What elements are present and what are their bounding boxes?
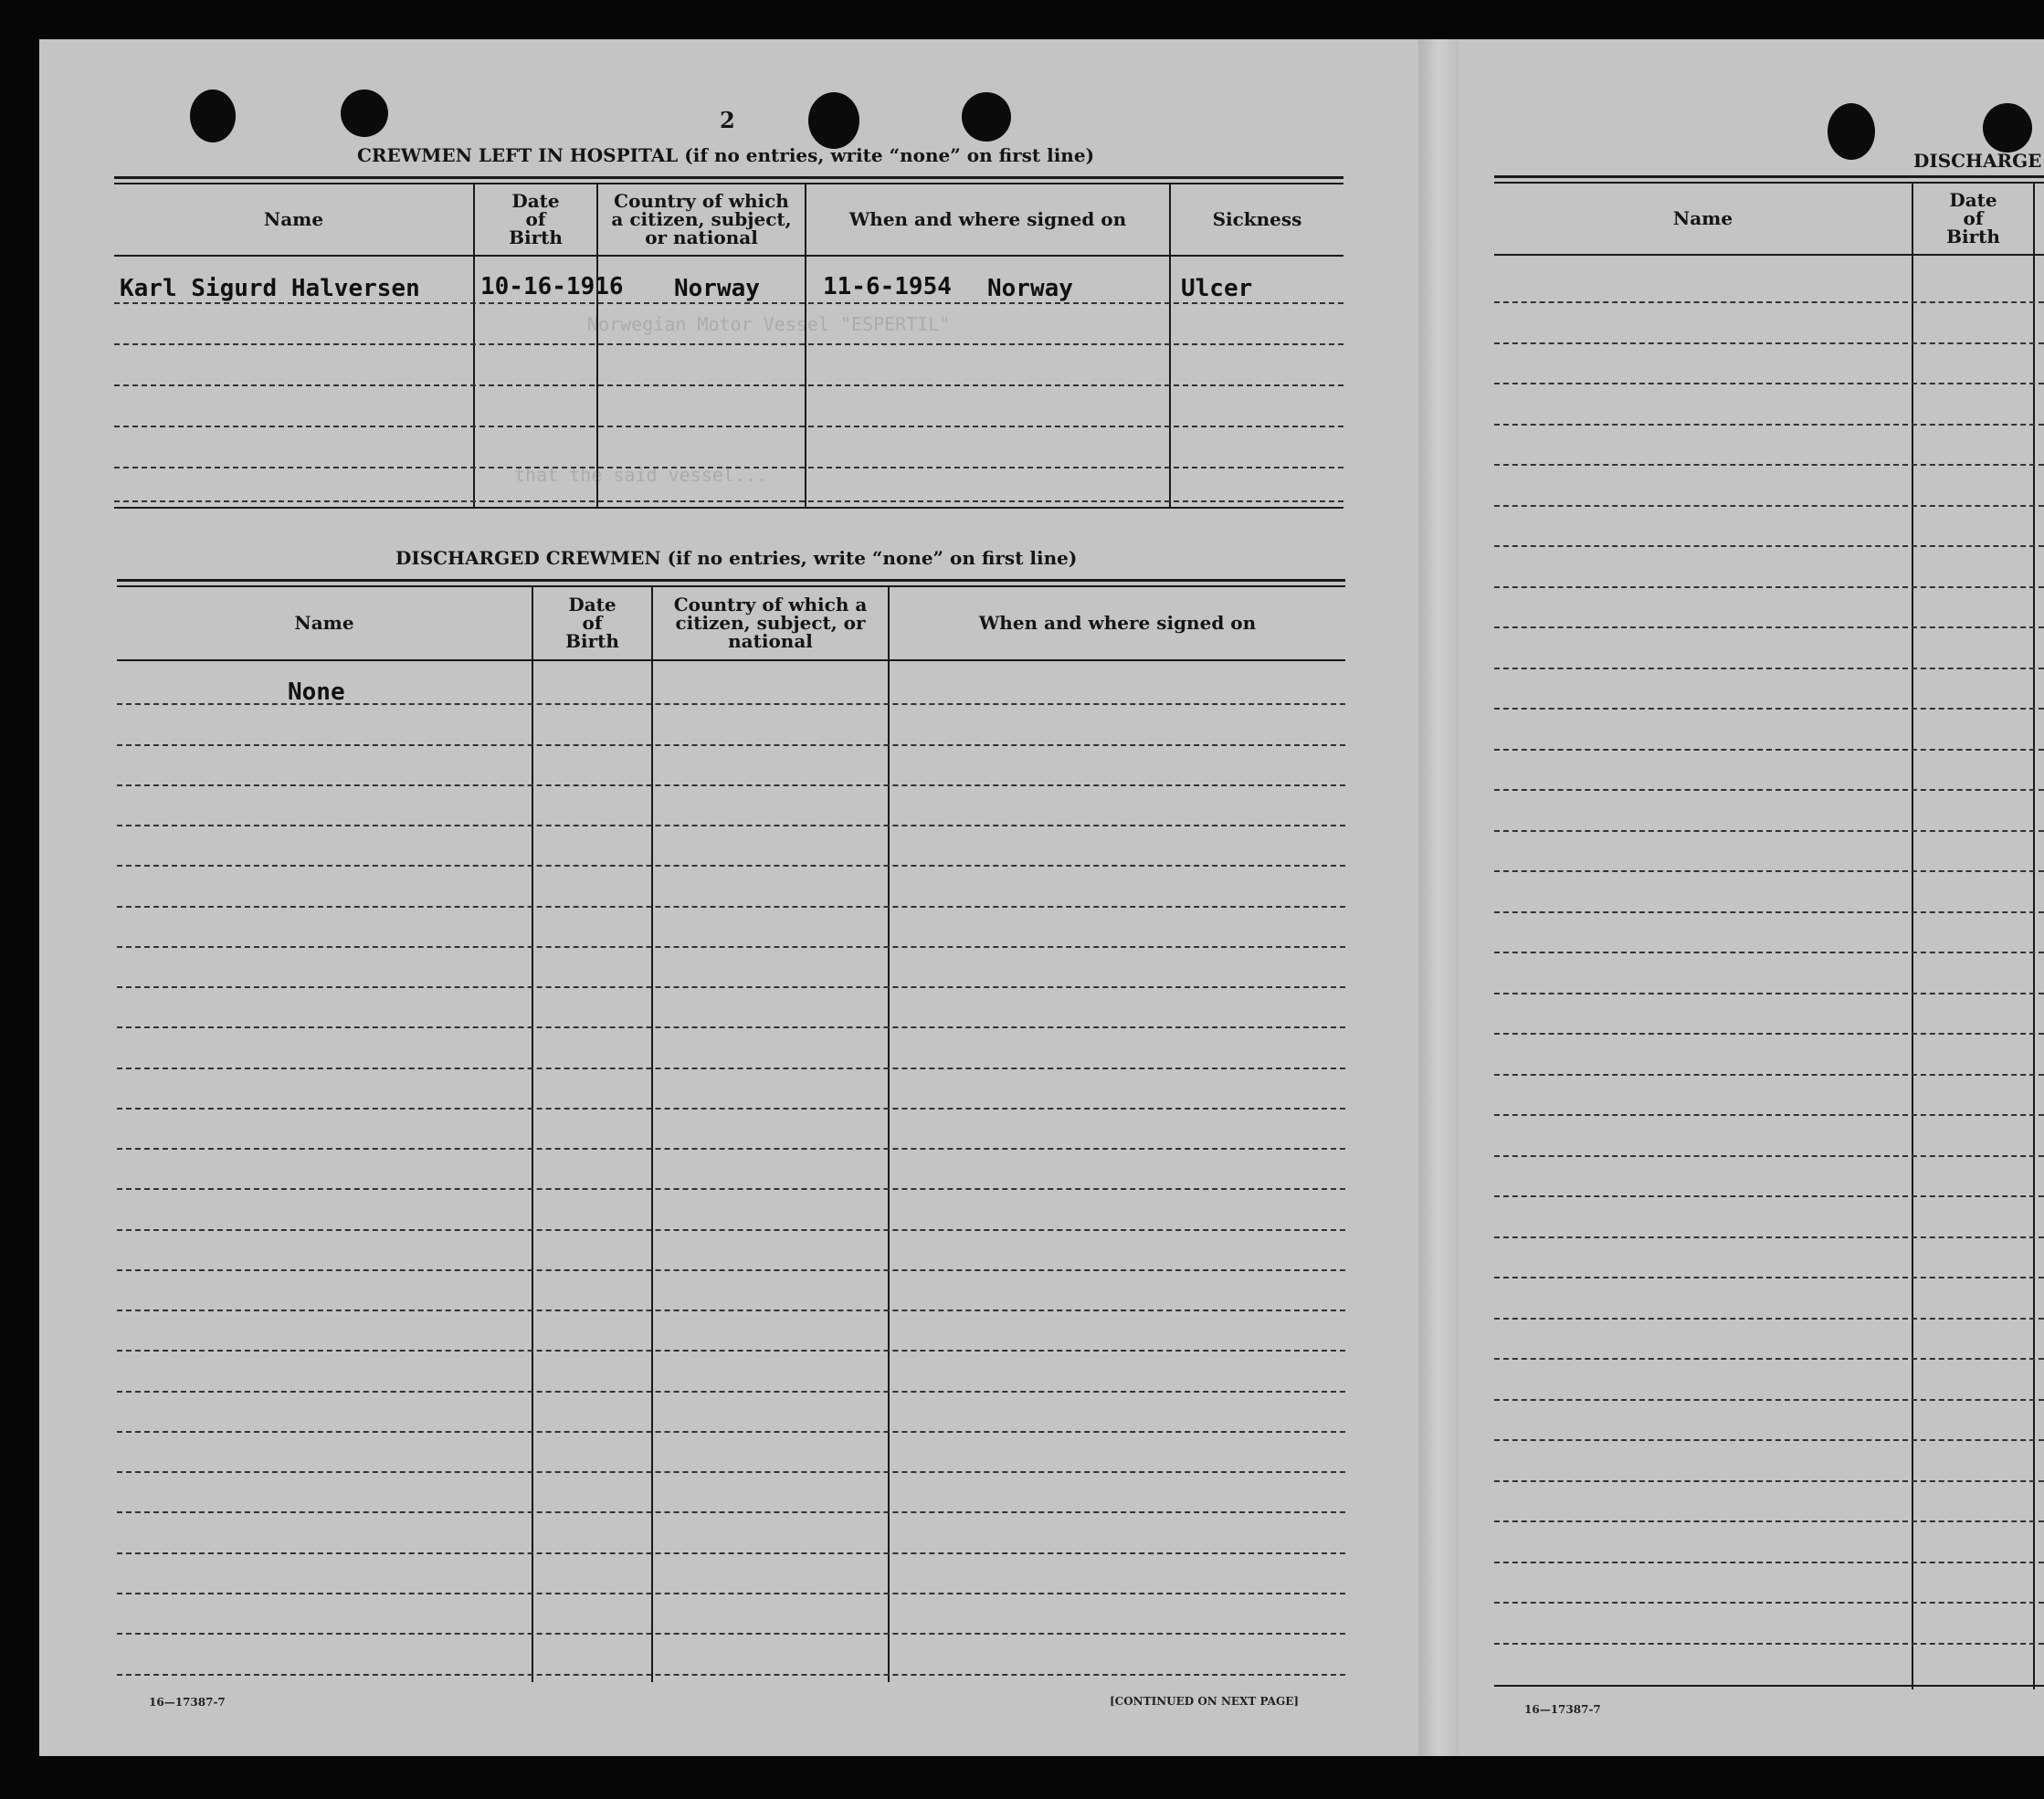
entry-line — [117, 1229, 1345, 1231]
entry-line — [117, 1471, 1345, 1473]
rule — [114, 507, 1343, 509]
column-divider — [651, 586, 653, 1682]
right-header-dob: Date of Birth — [1946, 189, 2000, 247]
column-divider — [532, 586, 533, 1682]
hospital-header-sickness: Sickness — [1212, 208, 1302, 230]
entry-line — [117, 1026, 1345, 1028]
entry-line — [117, 825, 1345, 826]
entry-line — [1494, 383, 2044, 384]
binder-hole — [341, 89, 388, 137]
entry-line — [117, 906, 1345, 908]
entry-line — [117, 1633, 1345, 1635]
entry-line — [114, 500, 1343, 502]
entry-line — [117, 744, 1345, 746]
entry-line — [117, 1674, 1345, 1676]
entry-line — [1494, 993, 2044, 994]
hospital-crewman-signed-place: Norway — [987, 275, 1073, 302]
column-divider — [888, 586, 890, 1682]
entry-line — [1494, 1236, 2044, 1238]
right-page-title: DISCHARGE — [1913, 150, 2042, 172]
rule — [1494, 1685, 2044, 1687]
entry-line — [1494, 626, 2044, 628]
entry-line — [117, 1391, 1345, 1393]
entry-line — [1494, 1358, 2044, 1360]
entry-line — [1494, 1520, 2044, 1522]
entry-line — [1494, 952, 2044, 953]
entry-line — [1494, 1074, 2044, 1076]
bleed-through-text: Norwegian Motor Vessel "ESPERTIL" — [587, 313, 951, 335]
form-number-right: 16—17387-7 — [1524, 1703, 1601, 1716]
entry-line — [114, 426, 1343, 427]
entry-line — [1494, 668, 2044, 669]
entry-line — [1494, 1195, 2044, 1197]
header-rule — [114, 255, 1343, 257]
entry-line — [1494, 708, 2044, 710]
binder-hole — [190, 89, 236, 142]
discharged-first-entry: None — [288, 679, 345, 706]
hospital-crewman-country: Norway — [674, 275, 760, 302]
entry-line — [1494, 505, 2044, 507]
rule — [117, 579, 1345, 582]
binder-hole — [808, 92, 859, 149]
entry-line — [1494, 1643, 2044, 1645]
entry-line — [117, 1511, 1345, 1513]
entry-line — [117, 1431, 1345, 1433]
hospital-header-name: Name — [263, 208, 324, 230]
page-fold — [1418, 39, 1459, 1756]
discharged-header-country: Country of which a citizen, subject, or national — [673, 594, 868, 652]
header-rule — [1494, 254, 2044, 256]
discharged-header-signed: When and where signed on — [978, 612, 1257, 634]
document-sheet — [39, 39, 2044, 1756]
entry-line — [1494, 545, 2044, 547]
column-divider — [1912, 183, 1913, 1689]
entry-line — [1494, 1033, 2044, 1035]
entry-line — [117, 1350, 1345, 1352]
entry-line — [117, 1068, 1345, 1069]
entry-line — [114, 467, 1343, 468]
binder-hole — [1983, 103, 2032, 153]
hospital-header-signed: When and where signed on — [848, 208, 1127, 230]
entry-line — [1494, 1318, 2044, 1320]
rule — [114, 176, 1343, 179]
hospital-header-dob: Date of Birth — [509, 190, 563, 248]
entry-line — [1494, 789, 2044, 791]
entry-line — [117, 1552, 1345, 1554]
continued-note: [CONTINUED ON NEXT PAGE] — [1110, 1695, 1300, 1708]
hospital-crewman-name: Karl Sigurd Halversen — [120, 275, 420, 302]
page-number: 2 — [720, 107, 735, 133]
entry-line — [1494, 342, 2044, 344]
header-rule — [117, 659, 1345, 661]
hospital-section-title: CREWMEN LEFT IN HOSPITAL (if no entries, write “none” on first line) — [357, 144, 1095, 166]
bleed-through-text: that the said vessel... — [514, 464, 767, 486]
entry-line — [114, 302, 1343, 304]
entry-line — [117, 1269, 1345, 1271]
entry-line — [1494, 749, 2044, 751]
hospital-crewman-dob: 10-16-1916 — [480, 273, 624, 300]
entry-line — [1494, 586, 2044, 588]
discharged-section-title: DISCHARGED CREWMEN (if no entries, write “none” on first line) — [395, 547, 1078, 569]
entry-line — [114, 384, 1343, 386]
entry-line — [1494, 1155, 2044, 1157]
entry-line — [117, 1593, 1345, 1594]
entry-line — [117, 1310, 1345, 1311]
binder-hole — [1828, 103, 1875, 160]
entry-line — [1494, 464, 2044, 466]
entry-line — [117, 703, 1345, 705]
entry-line — [114, 343, 1343, 345]
discharged-header-dob: Date of Birth — [565, 594, 619, 652]
entry-line — [117, 1188, 1345, 1190]
entry-line — [117, 1108, 1345, 1110]
entry-line — [117, 865, 1345, 867]
entry-line — [1494, 1399, 2044, 1401]
discharged-header-name: Name — [294, 612, 354, 634]
entry-line — [117, 986, 1345, 988]
entry-line — [1494, 424, 2044, 426]
form-number-left: 16—17387-7 — [149, 1696, 226, 1709]
right-header-name: Name — [1672, 207, 1733, 229]
entry-line — [1494, 1562, 2044, 1563]
entry-line — [1494, 1114, 2044, 1116]
entry-line — [1494, 301, 2044, 303]
entry-line — [1494, 1602, 2044, 1604]
entry-line — [1494, 870, 2044, 872]
hospital-crewman-sickness: Ulcer — [1181, 275, 1253, 302]
hospital-header-country: Country of which a citizen, subject, or national — [611, 190, 792, 248]
entry-line — [1494, 830, 2044, 832]
entry-line — [1494, 1480, 2044, 1482]
binder-hole — [962, 92, 1011, 142]
entry-line — [1494, 1277, 2044, 1278]
entry-line — [1494, 911, 2044, 913]
entry-line — [1494, 1439, 2044, 1441]
entry-line — [117, 1148, 1345, 1150]
entry-line — [117, 784, 1345, 786]
entry-line — [117, 946, 1345, 948]
hospital-crewman-signed-date: 11-6-1954 — [823, 273, 952, 300]
rule — [1494, 175, 2044, 178]
column-divider — [2033, 183, 2035, 1689]
